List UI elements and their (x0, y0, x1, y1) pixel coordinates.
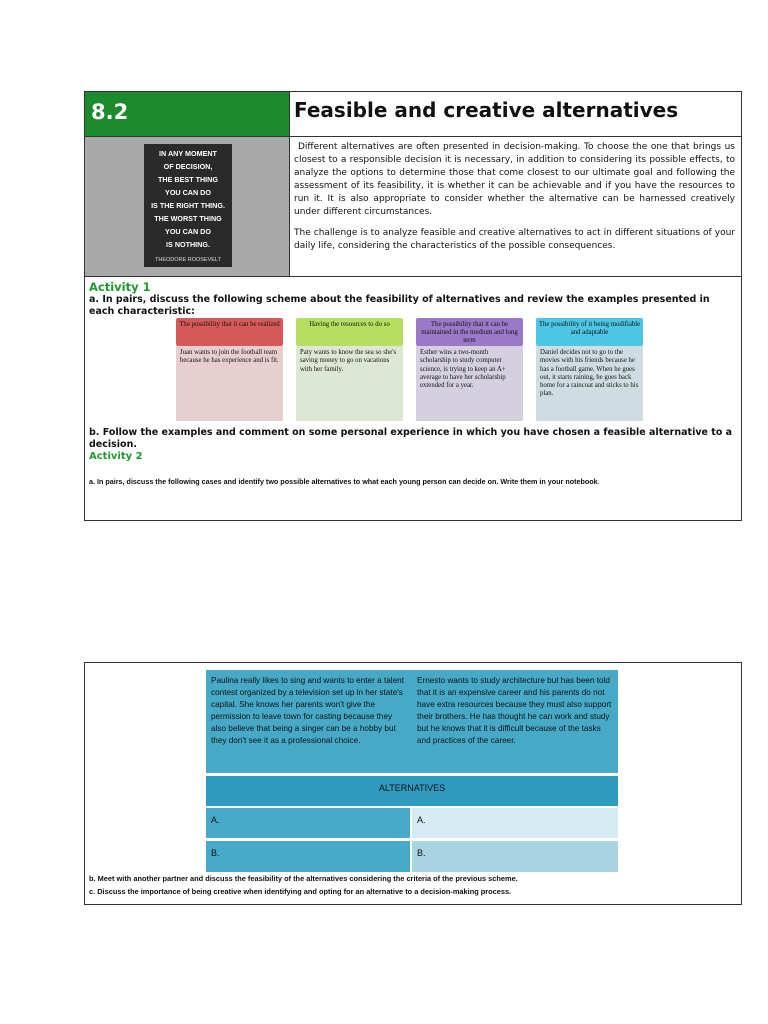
alternatives-header: ALTERNATIVES (206, 773, 618, 806)
case-ernesto: Ernesto wants to study architecture but has been told that it is an expensive career and his parents do not have extra resources because they must also support their brothers. He has thought he can work and study but he knows that it is difficult because of the tasks and practices of the career. (412, 670, 618, 773)
intro-text (290, 137, 741, 277)
section-number: 8.2 (91, 100, 129, 124)
alternative-a-right: A. (412, 806, 618, 838)
scheme-example: Paty wants to know the sea so she's saving money to go on vacations with her family. (296, 346, 403, 421)
scheme-heading: The possibility that it can be maintained in the medium and long term (416, 318, 523, 346)
scheme-column (296, 318, 403, 421)
quote-author: THEODORE ROOSEVELT (155, 257, 221, 263)
quote-text: IN ANY MOMENT OF DECISION, THE BEST THING YOU CAN DO IS THE RIGHT THING. THE WORST THING YOU CAN DO IS NOTHING. (151, 149, 225, 249)
section-number-cell (85, 92, 290, 137)
alternative-b-left: B. (206, 839, 410, 872)
activity-2-instruction-a: a. In pairs, discuss the following cases and identify two possible alternatives to what each young person can decide on. Write them in your notebook. (89, 477, 600, 486)
scheme-heading: The possibility that it can be realized (176, 318, 283, 346)
quote-image-cell (85, 137, 290, 277)
alternative-a-left: A. (206, 806, 410, 838)
section-title: Feasible and creative alternatives (294, 98, 679, 122)
activities-section (85, 277, 741, 520)
activity-2-title: Activity 2 (89, 451, 143, 462)
lesson-card (84, 91, 742, 521)
section-title-cell (290, 92, 741, 137)
intro-paragraph-1: Different alternatives are often presented in decision-making. To choose the one that brings us closest to a responsible decision it is necessary, in addition to considering its possible effects, to analyze the options to determine those that come closest to our ultimate goal and following the assessment of its feasibility, it is whether it can be achievable and if you have the resources to run it. It is also appropriate to consider whether the alternative can be harnessed creatively under different circumstances. (294, 142, 735, 217)
activity-2-instruction-c: c. Discuss the importance of being creative when identifying and opting for an alternative to a decision-making process. (89, 887, 512, 896)
scheme-example: Daniel decides not to go to the movies with his friends because he has a football game. When he goes out, it starts raining, he goes back home for a raincoat and sticks to his plan. (536, 346, 643, 421)
activity-1-title: Activity 1 (89, 280, 151, 294)
activity-2-instruction-b: b. Meet with another partner and discuss the feasibility of the alternatives considering the criteria of the previous scheme. (89, 874, 518, 883)
case-paulina: Paulina really likes to sing and wants to enter a talent contest organized by a television set up in her state's capital. She knows her parents won't give the permission to leave town for casting because they also believe that being a singer can be a hobby but they don't see it as a professional choice. (206, 670, 412, 773)
scheme-column (536, 318, 643, 421)
activity-1-instruction-b: b. Follow the examples and comment on some personal experience in which you have chosen a feasible alternative to a decision. (89, 427, 733, 450)
quote-poster (144, 144, 232, 267)
scheme-example: Esther wins a two-month scholarship to study computer science, is trying to keep an A+ average to have her scholarship extended for a year. (416, 346, 523, 421)
alternative-b-right: B. (412, 839, 618, 872)
scheme-column (176, 318, 283, 421)
scheme-column (416, 318, 523, 421)
feasibility-scheme (176, 318, 646, 423)
scheme-heading: Having the resources to do so (296, 318, 403, 346)
scheme-heading: The possibility of it being modifiable and adaptable (536, 318, 643, 346)
activity-1-instruction-a: a. In pairs, discuss the following scheme about the feasibility of alternatives and review the examples presented in each characteristic: (89, 294, 710, 317)
cases-card (84, 662, 742, 905)
intro-paragraph-2: The challenge is to analyze feasible and creative alternatives to act in different situations of your daily life, considering the characteristics of the possible consequences. (294, 228, 735, 251)
scheme-example: Juan wants to join the football team because he has experience and is fit. (176, 346, 283, 421)
